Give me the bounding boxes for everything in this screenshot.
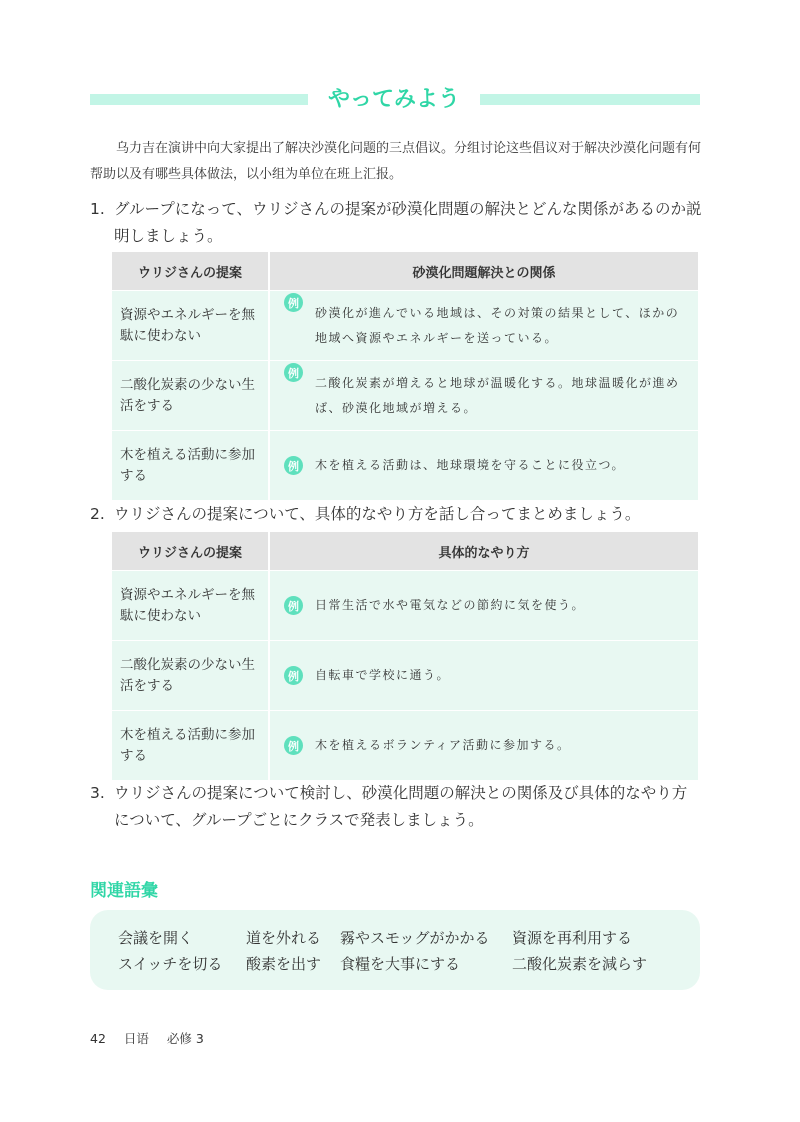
example-badge: 例 (284, 736, 303, 755)
proposal-cell: 二酸化炭素の少ない生活をする (112, 361, 270, 430)
example-badge: 例 (284, 596, 303, 615)
proposal-cell: 木を植える活動に参加する (112, 711, 270, 780)
detail-text: 木を植えるボランティア活動に参加する。 (315, 738, 571, 752)
example-badge: 例 (284, 293, 303, 312)
task-number: 2. (90, 505, 105, 523)
header-proposal: ウリジさんの提案 (112, 252, 270, 290)
book-title: 日语 (123, 1031, 149, 1046)
example-badge: 例 (284, 456, 303, 475)
detail-text: 二酸化炭素が増えると地球が温暖化する。地球温暖化が進めば、砂漠化地域が増える。 (315, 375, 680, 415)
section-title (90, 84, 700, 116)
title-bar-right (480, 94, 700, 105)
title-bar-left (90, 94, 308, 105)
header-relation: 砂漠化問題解決との関係 (412, 265, 556, 281)
task-1 (90, 196, 702, 250)
vocab-term: 酸素を出す (246, 955, 322, 973)
vocab-term: 会議を開く (118, 929, 194, 947)
vocab-term: スイッチを切る (118, 955, 223, 973)
task-3 (90, 780, 702, 834)
task-text: グループになって、ウリジさんの提案が砂漠化問題の解決とどんな関係があるのか説明しましょう。 (114, 200, 702, 245)
vocab-term: 霧やスモッグがかかる (340, 929, 490, 947)
table-relation (112, 252, 698, 500)
task-number: 3. (90, 784, 105, 802)
related-vocab-title: 関連語彙 (90, 881, 158, 901)
task-text: ウリジさんの提案について検討し、砂漠化問題の解決との関係及び具体的なやり方について、グループごとにクラスで発表しましょう。 (114, 784, 688, 829)
detail-text: 砂漠化が進んでいる地域は、その対策の結果として、ほかの地域へ資源やエネルギーを送っている。 (315, 305, 680, 345)
table-method (112, 532, 698, 780)
task-number: 1. (90, 200, 105, 218)
task-2 (90, 501, 702, 528)
intro-paragraph: 乌力吉在演讲中向大家提出了解决沙漠化问题的三点倡议。分组讨论这些倡议对于解决沙漠化问题有何帮助以及有哪些具体做法，以小组为单位在班上汇报。 (90, 141, 702, 182)
table-row (112, 290, 698, 360)
page-footer (90, 1029, 218, 1047)
table-header (112, 252, 698, 290)
table-row (112, 710, 698, 780)
proposal-cell: 資源やエネルギーを無駄に使わない (112, 571, 270, 640)
related-vocab-box (90, 910, 700, 990)
detail-cell (270, 571, 698, 640)
example-badge: 例 (284, 363, 303, 382)
vocab-term: 食糧を大事にする (340, 955, 461, 973)
table-row (112, 360, 698, 430)
proposal-cell: 資源やエネルギーを無駄に使わない (112, 291, 270, 360)
table-header (112, 532, 698, 570)
detail-cell (270, 361, 698, 430)
page-number: 42 (90, 1031, 106, 1046)
proposal-cell: 二酸化炭素の少ない生活をする (112, 641, 270, 710)
header-proposal: ウリジさんの提案 (112, 532, 270, 570)
detail-text: 日常生活で水や電気などの節約に気を使う。 (315, 598, 586, 612)
table-row (112, 430, 698, 500)
vocab-term: 資源を再利用する (512, 929, 633, 947)
table-row (112, 570, 698, 640)
table-row (112, 640, 698, 710)
vocab-term: 道を外れる (246, 929, 322, 947)
detail-cell (270, 641, 698, 710)
detail-cell (270, 711, 698, 780)
detail-cell (270, 431, 698, 500)
task-text: ウリジさんの提案について、具体的なやり方を話し合ってまとめましょう。 (114, 505, 641, 523)
detail-cell (270, 291, 698, 360)
proposal-cell: 木を植える活動に参加する (112, 431, 270, 500)
header-method: 具体的なやり方 (438, 545, 530, 561)
page-title: やってみよう (327, 87, 460, 112)
detail-text: 木を植える活動は、地球環境を守ることに役立つ。 (315, 458, 626, 472)
example-badge: 例 (284, 666, 303, 685)
vocab-term: 二酸化炭素を減らす (512, 955, 648, 973)
detail-text: 自転車で学校に通う。 (315, 668, 451, 682)
volume-label: 必修 3 (166, 1031, 204, 1046)
